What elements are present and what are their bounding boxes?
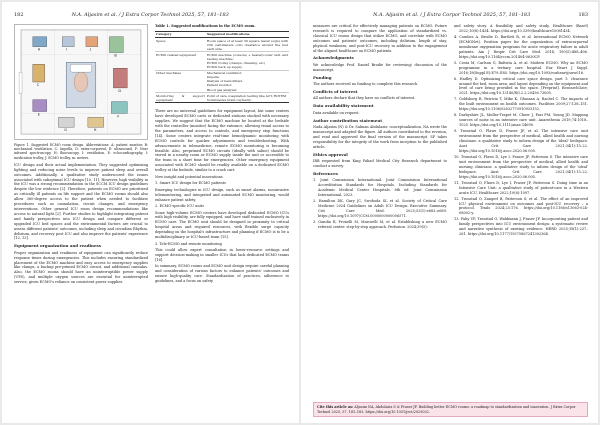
body-paragraph: ICU design and their actual implementation. They suggested optimizing lighting and reducing noise levels to improve patient sleep and overall outcomes. Additionally, a qualitative study underscored the issues associated with suboptimal ICU design [10, 11]. However, high visibility in the ICU was a strong recommendation in the SCCM ICU design guidelines despite the low evidence [2]. Therefore, patients on ECMO are prioritized as critically ill patients on life support and the ECMO rooms should also allow 360-degree access to the patient when needed to facilitate procedures such as cannulation, circuit changes, and emergency interventions. Other general ICU room design recommendations like access to natural light [2]. Further studies to highlight integrating patient and family perspectives into ICU design and compare different or upgraded ICU bed spaces and the environmental factors are crucial to assess different patients' outcomes, including sleep and circadian Rhythm, delirium, and recovery post ICU and also improve the patients' experience [12, 13]. xyxy=(14,162,148,241)
modifications-table xyxy=(155,31,289,103)
section-heading: Equipment organization and readiness xyxy=(14,243,101,249)
body-paragraph: Emerging technologies in ICU design, such as smart alarms, noninvasive telemonitoring, and integrated and automated ECMO monitoring, would enhance patient safety. xyxy=(155,187,289,202)
references-heading: References xyxy=(313,170,338,176)
device-d xyxy=(113,68,127,88)
page-number: 182 xyxy=(14,12,24,18)
reference-item: 12. Tronstad O, Zangerl B, Patterson S, et al. The effect of an improved ICU physical environment on outcomes and post-ICU recovery – a protocol. Trials 2024;25:176. https://doi.org/10.1186/s13063-024-08002-y. xyxy=(454,196,588,216)
device-i xyxy=(62,37,74,47)
section-text: Nada Aljasim (N) & Dr. Salman Abdulaziz: conceptualization. NA wrote the manuscript and adapted the figure. All authors contributed to the revision, and read and approved the final version of the manuscript. SF takes responsibility for the integrity of the work from inception to the published article. xyxy=(313,125,447,149)
body-paragraph: Some high-volume ECMO centers have developed dedicated ECMO ICUs with high visibility, are fully equipped, and have staff trained exclusively in ECMO care. The ECMO unit should be designed in proximity to critical hospital areas and required resources, with flexible surge capacity depending on the hospital's infrastructure and planning if ECMO is to be a multidisciplinary or ICU-based team [15]. xyxy=(155,210,289,240)
figure-label: E xyxy=(37,112,40,117)
table-caption: Table 1. Suggested modifications in the ECMO room. xyxy=(155,24,256,28)
section-heading: Funding xyxy=(313,74,332,80)
figure-label: I xyxy=(66,47,68,52)
table-row: Monitoring & support equipment Point of care coagulation testing like ACT, ROTEM Noninvasive brain oxymetry. xyxy=(155,93,289,103)
table-header-category: Category xyxy=(155,31,206,37)
section-text: All authors declare that they have no conflicts of interest. xyxy=(313,96,416,101)
device-c xyxy=(33,64,45,82)
section-text: IRB requested from King Fahad Medical City Research department to conduct a survey. xyxy=(313,158,447,168)
device-e xyxy=(33,100,47,112)
section-heading: Acknowledgments xyxy=(313,55,354,61)
table-row: ECMO related equipment ECMO machine (console) + heater/cooler unit, and backup machine. ECMO trolley (clamps, dressing, etc) ECMO back up supply. xyxy=(156,52,288,70)
body-paragraph: Proper organization and readiness of equipment can significantly reduce response times during emergencies. This includes ensuring standardized placement of the ECMO machine and easy access to emergency supplies like clamps, a backup pre-primed ECMO circuit, and additional cannulas. Also, the ECMO rooms should have an uninterruptible power supply (UPS), and multiple oxygen sources are essential for uninterrupted service, given ECMO's reliance on consistent power supplies. xyxy=(14,250,148,285)
reference-item: 9. Tronstad O, Flaws D, Fraser JF, et al. The intensive care unit environment from the perspective of medical, allied health and nursing clinicians: a qualitative study to inform design of the 'ideal' bedspace. Aust Crit Care 2021;34(1):15–22. https://doi.org/10.1016/j.aucc.2020.06.005. xyxy=(454,129,588,153)
room-diagram xyxy=(15,25,147,139)
page-header xyxy=(14,12,289,18)
body-paragraph: There are no universal guidelines for equipment layout, but some centers have developed ECMO carts or dedicated stations stocked with necessary supplies. We suggest that the ECMO machine be located at the bedside with the controller (monitor) facing the entrance, allowing visual access to the parameters, and access to controls, and emergency stop functions [14]. Some centers integrate real-time hemodynamic monitoring with ECMO controls for quicker adjustments and troubleshooting. With advancements in telemedicine, remote ECMO monitoring is becoming feasible. Also, preprimed ECMO circuits (ideally with saline) should be stored in a nearby room or ECMO supply inside the unit or accessible to the team in a short time for emergencies. Other emergency equipment associated with ECMO should be readily available on a dedicated ECMO trolley at the bedside, similar to a crash cart. xyxy=(155,109,289,173)
section-heading: Author contribution statement xyxy=(313,117,383,123)
reference-item: 1. Joint Commission International. Joint Commission International Accreditation Standards for Hospitals. Including Standards for Academic Medical Center Hospitals. 8th ed. Joint Commission International, 2023. xyxy=(313,178,447,197)
body-paragraph: 2. ECMO-specific ICU units xyxy=(155,204,204,208)
figure-label: H xyxy=(93,128,97,133)
cite-box xyxy=(313,402,588,417)
left-column-2 xyxy=(155,24,289,420)
device-b xyxy=(110,37,124,53)
section-text: Data available on request. xyxy=(313,110,360,115)
page-number: 183 xyxy=(578,12,588,18)
body-paragraph: New insight and potential innovations xyxy=(155,174,223,179)
reference-item: 3. Gandia R, Pronelli M, Maroselli M, et al. Establishing a new ECMO referral center: step-by-step approach. Perfusion. 2024;39(5): xyxy=(313,219,447,229)
table-row: Space Room space of at least 30 square meter (sqm) with 230 centimeters (cm) clearance around the bed each side. xyxy=(156,38,288,51)
figure-label: J xyxy=(89,47,91,52)
reference-item: 4. Combes A, Brodie D, Bartlett R, et al. International ECMO Network (ECMONet). Position paper for the organization of extracorporeal membrane oxygenation programs for acute respiratory failure in adult patients. Am J Respir Crit Care Med. 2014; 190(5):488–496. https://doi.org/10.1164/rccm.201404-0630CP. xyxy=(454,35,588,59)
right-column-2 xyxy=(454,24,588,386)
reference-item: 13. Fahy VP, Tronstad O, Waldmann J, Fraser JF. Incorporating patient and family perspectives into ICU environment design: a systematic review and narrative synthesis of existing evidence. HERD 2025;18(1):237–261. https://doi.org/10.1177/19375867241302364. xyxy=(454,217,588,237)
body-paragraph: This could allow expert consultation in lower-resource settings and support decision-making in smaller ICUs that lack dedicated ECMO teams [16]. xyxy=(155,248,289,262)
table-header-modifications: Suggested modifications xyxy=(206,31,289,37)
figure-label: G xyxy=(64,128,68,133)
device-f xyxy=(111,102,127,114)
device-h xyxy=(88,117,104,127)
left-column-1 xyxy=(14,24,148,420)
body-paragraph: In summary, ECMO rooms and ECMO unit design require careful planning and consideration of various factors to enhance patients' outcomes and ensure high-quality care. Standardization of practices, adherence to guidelines, and a focus on safety xyxy=(155,264,289,284)
right-column-1 xyxy=(313,24,447,386)
cite-label: Cite this article as: xyxy=(317,405,354,410)
figure-label: F xyxy=(117,114,120,119)
figure-label: D xyxy=(118,88,122,93)
body-paragraph: 1. Smart ICU design for ECMO patients xyxy=(155,181,226,186)
figure-label: A xyxy=(37,47,41,52)
table-row: Other machines Mechanical ventilator. Impella. Dialysis or hemofilters. Patient monitor. Blood gas analyzer. xyxy=(155,70,289,92)
section-text: The authors received no funding to complete this research. xyxy=(313,82,419,87)
device-a xyxy=(33,37,47,47)
running-title: N.A. Aljasim et al. / J Extra Corpor Technol 2025, 57, 181–183 xyxy=(373,12,531,18)
left-page xyxy=(2,2,299,423)
device-j xyxy=(86,37,98,47)
right-page xyxy=(301,2,598,423)
figure-caption: Figure 1. Suggested ECMO room design. Abbreviations: A: patient monitor, B: mechanical ventilation, C: Impella, D: extra-corporeal, E: ultrasound, F: Near infrared spectroscopy, H: fluoroscopy, I: ventilation, E: echocardiography, I: medication trolley, J: ECMO trolley, m: meters. xyxy=(14,143,148,160)
page-header xyxy=(313,12,588,18)
reference-item: and safety story. A feasibility and safety study. Healthcare (Basel) 2022;10(8):1434. https://doi.org/10.3390/healthcare10081434. xyxy=(454,24,588,33)
running-title: N.A. Aljasim et al. / J Extra Corpor Technol 2025, 57, 181–183 xyxy=(71,12,229,18)
figure-label: C xyxy=(36,82,40,87)
section-heading: Data availability statement xyxy=(313,103,374,109)
section-heading: Conflicts of interest xyxy=(313,88,358,94)
ecmo-room-figure xyxy=(14,24,148,140)
cite-text[interactable]: Aljasim NA, Abdulaziz S & Fraser JF. Building better ECMO rooms: a roadmap to standardization and innovation. J Extra Corpor Technol 2025, 57, 181–183. https://doi.org/10.1051/ject/2025032. xyxy=(317,405,576,414)
reference-item: 11. Tronstad O, Flaws D, Lye I, Fraser JF, Patterson S. Doing time in an Intensive Care Unit: a qualitative study of patient-care in a Western acute ICU. Healthcare 2022;10(6):1097. xyxy=(454,180,588,195)
reference-item: 7. Goldsborg R, Patricia T, Mike K, Ghassan A, Rachel C. The impacts of the built environment on health outcomes. Facilities 2009;27:138–151. https://doi.org/10.1108/02632770910933152. xyxy=(454,97,588,112)
reference-item: 5. Costa M, Carlson G, Baltista A, et al. Modern ECMO: Why an ECMO programme in a tertiary care hospital. Eur Heart J Suppl. 2016;18(Suppl E):E79–E85. https://doi.org/10.1093/eurheartj/suw016. xyxy=(454,60,588,75)
body-paragraph: measures are critical for effectively managing patients on ECMO. Future research is required to compare the application of standardized vs. classical ICU rooms design that utilize ECMO, and correlate with ECMO outcomes and patients' outcomes, including delirium, length of stay, physical weakness, and post-ICU recovery in addition to the engagement of the aligned healthcare on ECMO patients. xyxy=(313,24,447,53)
reference-item: 10. Tronstad O, Flaws D, Lye I, Fraser JF, Patterson S. The intensive care unit environment from the perspective of medical, allied health and nursing clinicians: a qualitative study to inform design of the 'ideal' bedspace. Aust Crit Care 2021;34(1):15–22. https://doi.org/10.1016/j.aucc.2020.06.005. xyxy=(454,154,588,179)
section-heading: Ethics approval xyxy=(313,151,348,157)
reference-item: 8. Darbyshire JL, Muller-Trapet M, Cheer J, Fazi FM, Young JD. Mapping sources of noise in an intensive care unit. Anaesthesia 2019;74:1018–1025. https://doi.org/10.1111/anae.14690. xyxy=(454,113,588,128)
page-spread xyxy=(2,2,598,423)
body-paragraph: 3. Tele-ECMO and remote monitoring xyxy=(155,241,222,246)
reference-item: 2. Hamilton DK, Gary JC, Swoboda SL et al. Society of Critical Care Medicine 2024 Guidelines on Adult ICU Design: Executive Summary. Crit Care Med. 2025;53(1):e683–e689. https://doi.org/10.1097/CCM.0000000000006571. xyxy=(313,198,447,218)
section-text: We acknowledge Prof. Daniel Brodie for reviewing/ discussion of the manuscript. xyxy=(313,62,447,72)
device-g xyxy=(58,117,74,127)
reference-item: 6. Hadley D. Optimizing critical care space design, part 1: clearance around the bed, room area, and layout depending on the equipment and level of care being provided in the space. [Preprint]. ResearchGate; 2021. https://doi.org/10.13140/RG.2.2.20436.73605. xyxy=(454,76,588,96)
figure-label: B xyxy=(114,53,117,58)
references-list xyxy=(313,178,447,229)
